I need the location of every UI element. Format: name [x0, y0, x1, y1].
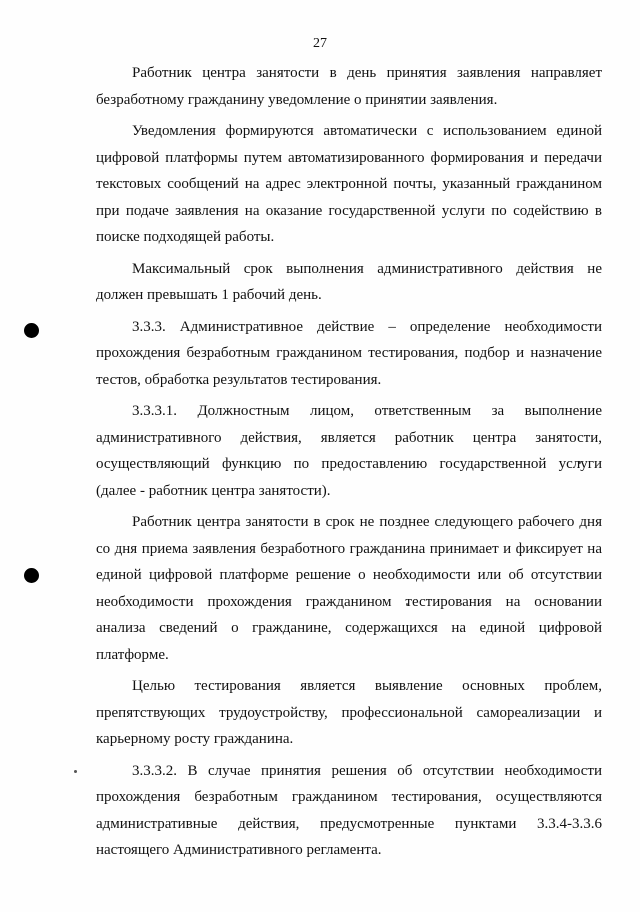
scan-speck	[74, 770, 77, 773]
paragraph: Работник центра занятости в срок не позднее следующего рабочего дня со дня приема заявления безработного гражданина принимает и фиксирует на единой цифровой платформе решение о необходимости или об отсутствии необходимости прохождения гражданином тестирования на основании анализа сведений о гражданине, содержащихся на единой цифровой платформе.	[96, 514, 602, 663]
punch-hole-bottom	[24, 568, 39, 583]
paragraph: Максимальный срок выполнения административного действия не должен превышать 1 рабочий день.	[96, 260, 602, 303]
paragraph: Целью тестирования является выявление основных проблем, препятствующих трудоустройству, профессиональной самореализации и карьерному росту гражданина.	[96, 678, 602, 747]
paragraph: 3.3.3.2. В случае принятия решения об отсутствии необходимости прохождения безработным гражданином тестирования, осуществляются административные действия, предусмотренные пунктами 3.3.4-3.3.6 настоящего Административного регламента.	[96, 762, 602, 858]
document-body	[96, 60, 602, 869]
paragraph: Уведомления формируются автоматически с использованием единой цифровой платформы путем автоматизированного формирования и передачи текстовых сообщений на адрес электронной почты, указанный гражданином при подаче заявления на оказание государственной услуги по содействию в поиске подходящей работы.	[96, 123, 602, 245]
page-number: 27	[313, 36, 327, 51]
paragraph: Работник центра занятости в день принятия заявления направляет безработному гражданину уведомление о принятии заявления.	[96, 65, 602, 108]
punch-hole-top	[24, 323, 39, 338]
paragraph: 3.3.3.1. Должностным лицом, ответственным за выполнение административного действия, является работник центра занятости, осуществляющий функцию по предоставлению государственной услуги (далее - работник центра занятости).	[96, 403, 602, 499]
paragraph: 3.3.3. Административное действие – определение необходимости прохождения безработным гражданином тестирования, подбор и назначение тестов, обработка результатов тестирования.	[96, 318, 602, 388]
